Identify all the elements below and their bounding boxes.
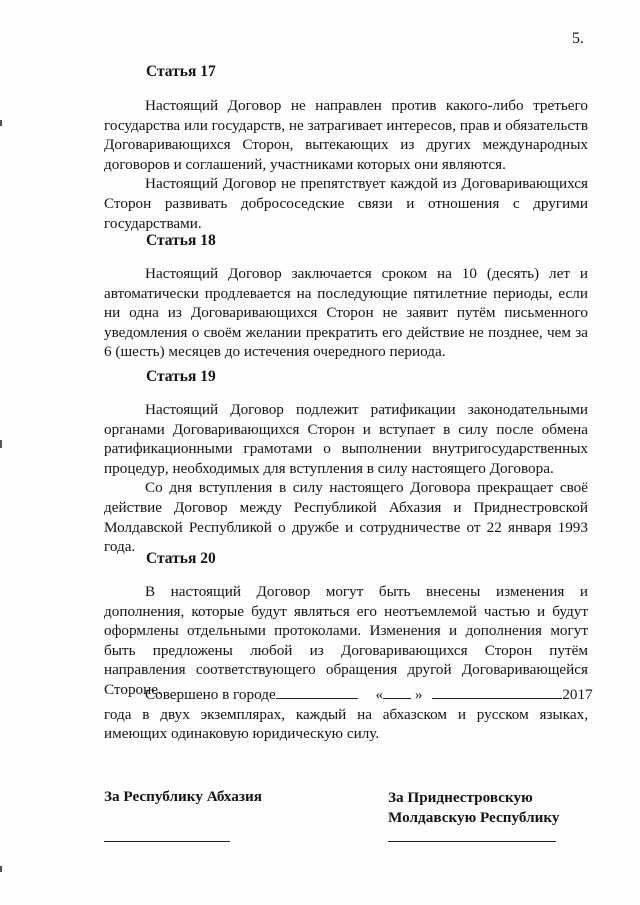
closing-rest: года в двух экземплярах, каждый на абхазском и русском языках, имеющих одинаковую юридическую силу. bbox=[104, 705, 588, 743]
closing-year: 2017 bbox=[562, 686, 593, 703]
city-blank bbox=[276, 684, 358, 699]
article-19-body bbox=[104, 400, 588, 557]
signature-pmr-line1: За Приднестровскую bbox=[388, 789, 533, 806]
scan-edge-mark bbox=[0, 440, 2, 448]
article-18-heading: Статья 18 bbox=[146, 232, 216, 249]
signature-pmr-line2: Молдавскую Республику bbox=[388, 808, 560, 826]
closing-first-line bbox=[104, 684, 593, 705]
article-20-body bbox=[104, 582, 588, 700]
paragraph: Настоящий Договор не направлен против какого-либо третьего государства или государств, не затрагивает интересов, прав и обязательств Договаривающихся Сторон, вытекающих из других международных договоров и соглашений, участниками которых они являются. bbox=[104, 97, 588, 173]
paragraph: Настоящий Договор не препятствует каждой из Договаривающихся Сторон развивать добрососедские связи и отношения с другими государствами. bbox=[104, 175, 588, 232]
scan-edge-mark bbox=[0, 866, 2, 872]
paragraph: Со дня вступления в силу настоящего Договора прекращает своё действие Договор между Республикой Абхазия и Приднестровской Молдавской Республикой о дружбе и сотрудничестве от 22 января 1993 года. bbox=[104, 479, 588, 556]
article-17-body bbox=[104, 96, 588, 233]
month-blank bbox=[432, 684, 562, 699]
article-20-heading: Статья 20 bbox=[146, 550, 216, 567]
closing-clause bbox=[104, 684, 593, 744]
paragraph: Настоящий Договор подлежит ратификации законодательными органами Договаривающихся Сторон и вступает в силу после обмена ратификационными грамотами о выполнении внутригосударственных процедур, необходимых для вступления в силу настоящего Договора. bbox=[104, 401, 588, 477]
paragraph: Настоящий Договор заключается сроком на 10 (десять) лет и автоматически продлевается на последующие пятилетние периоды, если ни одна из Договаривающихся Сторон не заявит путём письменного уведомления о своём желании прекратить его действие не позднее, чем за 6 (шесть) месяцев до истечения очередного периода. bbox=[104, 265, 588, 361]
signature-line-abkhazia bbox=[104, 841, 230, 842]
signature-line-pmr bbox=[388, 841, 556, 842]
page-number: 5. bbox=[572, 30, 584, 47]
closing-prefix: Совершено в городе bbox=[145, 686, 276, 703]
signature-abkhazia-label: За Республику Абхазия bbox=[104, 788, 262, 805]
article-17-heading: Статья 17 bbox=[146, 63, 216, 80]
article-18-body bbox=[104, 264, 588, 362]
quote-open: « bbox=[375, 686, 384, 703]
quote-close: » bbox=[414, 686, 423, 703]
day-blank bbox=[383, 684, 411, 699]
paragraph: В настоящий Договор могут быть внесены изменения и дополнения, которые будут являться его неотъемлемой частью и будут оформлены отдельными протоколами. Изменения и дополнения могут быть предложены любой из Договаривающихся Сторон путём направления соответствующего обращения другой Договаривающейся Стороне. bbox=[104, 583, 588, 698]
signature-pmr-label bbox=[388, 788, 560, 827]
article-19-heading: Статья 19 bbox=[146, 368, 216, 385]
scan-edge-mark bbox=[0, 120, 2, 126]
